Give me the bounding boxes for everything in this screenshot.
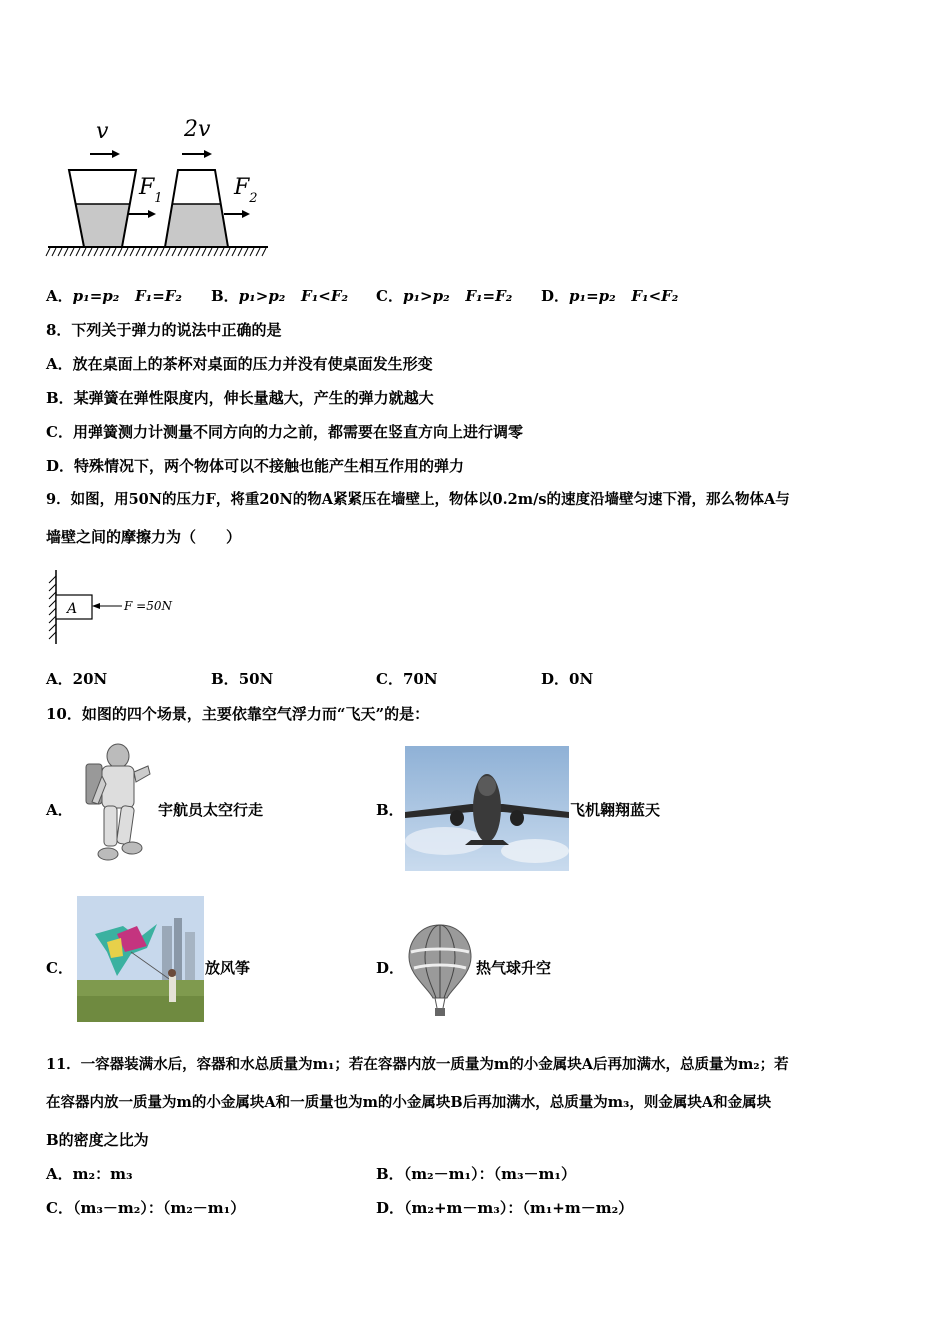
- q9-option-b-value: 50N: [238, 670, 274, 688]
- q9-option-b[interactable]: [211, 669, 273, 689]
- q7-option-a-f: F₁=F₂: [135, 287, 183, 305]
- q7-option-a-label: A．: [46, 287, 73, 305]
- q7-force-label-2: $F_2$: [234, 175, 258, 206]
- q7-option-b-f: F₁<F₂: [301, 287, 349, 305]
- q10-option-a-label[interactable]: A．: [46, 801, 73, 819]
- q9-stem-line-1: 9．如图，用50N的压力F，将重20N的物A紧紧压在墙壁上，物体以0.2m/s的速度沿墙壁匀速下滑，那么物体A与: [46, 491, 790, 508]
- q9-option-a[interactable]: [46, 669, 107, 689]
- q9-option-d-label: D．: [541, 670, 570, 688]
- q8-option-d[interactable]: D．特殊情况下，两个物体可以不接触也能产生相互作用的弹力: [46, 457, 465, 475]
- q10-option-d-caption: 热气球升空: [476, 959, 552, 977]
- q9-stem-line-2: 墙壁之间的摩擦力为（ ）: [46, 528, 242, 546]
- q11-stem-line-3: B的密度之比为: [46, 1131, 149, 1149]
- q7-option-d-f: F₁<F₂: [631, 287, 679, 305]
- q7-option-c-label: C．: [376, 287, 403, 305]
- q9-option-c-value: 70N: [402, 670, 438, 688]
- q10-astronaut-image: [78, 742, 154, 868]
- q8-option-c[interactable]: C．用弹簧测力计测量不同方向的力之前，都需要在竖直方向上进行调零: [46, 423, 523, 441]
- q10-option-a-caption: 宇航员太空行走: [158, 801, 264, 819]
- q7-option-b[interactable]: [211, 286, 348, 306]
- q11-option-c-label: C．: [46, 1199, 73, 1217]
- q11-stem-line-1: 11．一容器装满水后，容器和水总质量为m₁；若在容器内放一质量为m的小金属块A后再加满水，总质量为m₂；若: [46, 1056, 789, 1073]
- q9-option-c-label: C．: [376, 670, 403, 688]
- q9-force-arrow: [92, 603, 122, 609]
- q10-kite-image: [77, 896, 204, 1022]
- q9-force-label: F =50N: [124, 599, 172, 613]
- q9-option-a-label: A．: [46, 670, 73, 688]
- q7-velocity-arrow-1: [90, 150, 120, 158]
- q7-containers-figure: [44, 112, 276, 262]
- q9-option-c[interactable]: [376, 669, 438, 689]
- q9-option-d-value: 0N: [569, 670, 594, 688]
- q7-option-d-label: D．: [541, 287, 570, 305]
- q11-stem-line-2: 在容器内放一质量为m的小金属块A和一质量也为m的小金属块B后再加满水，总质量为m₃，则金属块A和金属块: [46, 1094, 772, 1111]
- q7-container-1: [69, 170, 136, 247]
- q10-stem: 10．如图的四个场景，主要依靠空气浮力而“飞天”的是：: [46, 705, 430, 723]
- q7-force-arrow-1: [128, 210, 156, 218]
- q8-stem: 8．下列关于弹力的说法中正确的是: [46, 321, 282, 339]
- q11-option-a-label: A．: [46, 1165, 73, 1183]
- q7-force-arrow-2: [224, 210, 250, 218]
- q11-option-d[interactable]: [376, 1198, 633, 1218]
- q10-balloon-image: [406, 922, 474, 1018]
- q11-option-b[interactable]: [376, 1164, 576, 1184]
- q7-force-label-1: $F_1$: [139, 175, 163, 206]
- q7-option-d-p: p₁=p₂: [569, 287, 616, 305]
- q8-option-a[interactable]: A．放在桌面上的茶杯对桌面的压力并没有使桌面发生形变: [46, 355, 433, 373]
- q10-option-c-caption: 放风筝: [205, 959, 251, 977]
- q7-option-c-f: F₁=F₂: [465, 287, 513, 305]
- q8-option-b[interactable]: B．某弹簧在弹性限度内，伸长量越大，产生的弹力就越大: [46, 389, 434, 407]
- q9-option-b-label: B．: [211, 670, 239, 688]
- q11-option-b-value: （m₂－m₁）：（m₃－m₁）: [403, 1165, 576, 1183]
- q7-container-2: [165, 170, 228, 247]
- q11-option-c-value: （m₃－m₂）：（m₂－m₁）: [72, 1199, 246, 1217]
- q7-option-d[interactable]: [541, 286, 678, 306]
- q9-wall: [49, 570, 56, 644]
- q10-option-b-label[interactable]: B．: [376, 801, 404, 819]
- q7-option-b-label: B．: [211, 287, 239, 305]
- q7-option-a-p: p₁=p₂: [72, 287, 120, 305]
- q11-option-c[interactable]: [46, 1198, 245, 1218]
- q7-option-b-p: p₁>p₂: [238, 287, 286, 305]
- q9-wall-figure: [44, 566, 194, 648]
- q9-option-d[interactable]: [541, 669, 593, 689]
- q9-block-label: A: [67, 601, 78, 617]
- q11-option-d-value: （m₂+m－m₃）：（m₁+m－m₂）: [404, 1199, 634, 1217]
- q7-option-c[interactable]: [376, 286, 512, 306]
- q10-option-c-label[interactable]: C．: [46, 959, 73, 977]
- q10-option-b-caption: 飞机翱翔蓝天: [570, 801, 661, 819]
- q7-velocity-label-1: v: [96, 119, 109, 144]
- q7-velocity-arrow-2: [182, 150, 212, 158]
- q7-ground: [46, 247, 268, 256]
- q9-option-a-value: 20N: [72, 670, 108, 688]
- q11-option-a-value: m₂：m₃: [72, 1165, 133, 1183]
- q11-option-d-label: D．: [376, 1199, 405, 1217]
- q10-airplane-image: [405, 746, 569, 871]
- q7-velocity-label-2: 2v: [184, 117, 211, 142]
- q7-option-a[interactable]: [46, 286, 182, 306]
- q7-option-c-p: p₁>p₂: [402, 287, 450, 305]
- q11-option-b-label: B．: [376, 1165, 404, 1183]
- q10-option-d-label[interactable]: D．: [376, 959, 405, 977]
- q11-option-a[interactable]: [46, 1164, 133, 1184]
